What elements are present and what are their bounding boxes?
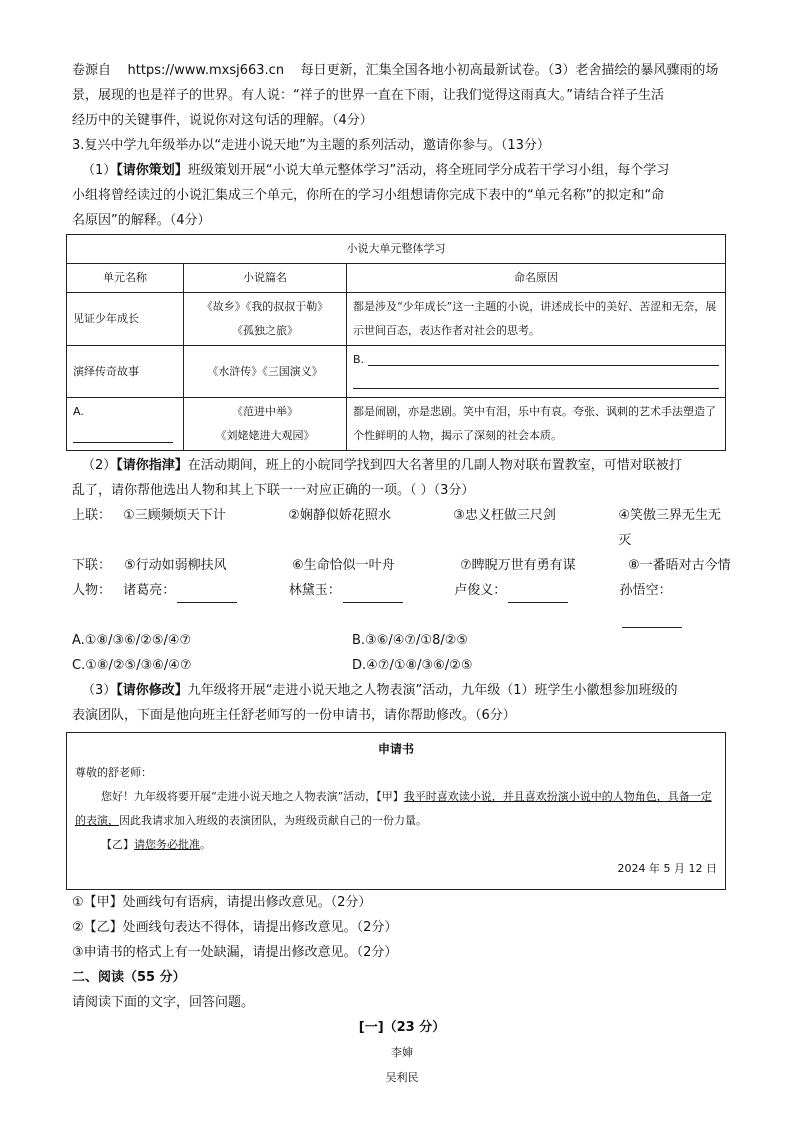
novel-titles: 《孤独之旅》 xyxy=(232,324,298,337)
underlined-sentence-jia: 我平时喜欢读小说，并且喜欢扮演小说中的人物角色，具备一定的表演， xyxy=(75,790,712,827)
part-text: 班级策划开展“小说大单元整体学习”活动，将全班同学分成若干学习小组，每个学习 xyxy=(187,163,670,178)
couplet-item: ⑤行动如弱柳扶风 xyxy=(124,558,227,573)
question-3-intro: 3.复兴中学九年级举办以“走进小说天地”为主题的系列活动，邀请你参与。（13分） xyxy=(72,138,550,153)
letter-text: 您好！九年级将要开展“走进小说天地之人物表演”活动， xyxy=(101,790,377,803)
article-author: 吴利民 xyxy=(385,1071,419,1084)
sub-question: ③申请书的格式上有一处缺漏，请提出修改意见。（2分） xyxy=(72,945,398,960)
person-name: 卢俊义： xyxy=(454,583,507,598)
table-row xyxy=(67,398,726,451)
letter-closing xyxy=(75,833,717,857)
lower-couplets-row xyxy=(72,553,732,578)
table-header-unit: 单元名称 xyxy=(67,264,184,293)
couplet-item: ②娴静似娇花照水 xyxy=(288,508,391,523)
application-letter xyxy=(66,732,726,890)
upper-couplets-row xyxy=(72,503,732,553)
task-tag: 【请你指津】 xyxy=(116,458,188,473)
person-blank[interactable] xyxy=(508,588,568,603)
underlined-sentence-yi: 请您务必批准 xyxy=(134,838,200,851)
option-c[interactable]: C.①⑧/②⑤/③⑥/④⑦ xyxy=(72,658,192,673)
q3-part2-line1 xyxy=(72,453,732,478)
exam-page xyxy=(72,58,732,1090)
answer-blank-b1[interactable] xyxy=(368,351,719,366)
unit-study-table xyxy=(66,234,726,451)
q3-part1-line2: 小组将曾经读过的小说汇集成三个单元，你所在的学习小组想请你完成下表中的“单元名称”的拟定和“命 xyxy=(72,188,665,203)
people-label: 人物： xyxy=(72,583,112,598)
source-url[interactable]: https://www.mxsj663.cn xyxy=(127,63,285,78)
table-row xyxy=(67,346,726,398)
options-row-2 xyxy=(72,653,732,678)
person-name: 孙悟空： xyxy=(619,583,672,598)
prev-question-line2: 景，展现的也是祥子的世界。有人说：“祥子的世界一直在下雨，让我们觉得这雨真大。”请结合祥子生活 xyxy=(72,88,664,103)
couplet-item: ④笑傲三界无生无灭 xyxy=(618,508,721,548)
person-blank[interactable] xyxy=(177,588,237,603)
answer-blank-a[interactable] xyxy=(73,430,173,443)
article-title: 李婶 xyxy=(391,1046,413,1059)
letter-title: 申请书 xyxy=(377,742,414,756)
couplet-item: ③忠义枉做三尺剑 xyxy=(453,508,556,523)
novels-cell xyxy=(184,398,347,451)
person-item xyxy=(454,578,619,628)
part-number: （3） xyxy=(82,683,117,698)
mark-jia: 【甲】 xyxy=(376,790,404,803)
source-label: 卷源自 xyxy=(72,63,112,78)
letter-text: 。 xyxy=(200,838,211,851)
person-name: 林黛玉： xyxy=(288,583,341,598)
couplet-item: ⑦睥睨万世有勇有谋 xyxy=(460,558,576,573)
letter-text: 因此我请求加入班级的表演团队，为班级贡献自己的一份力量。 xyxy=(119,814,427,827)
part-text: 九年级将开展“走进小说天地之人物表演”活动，九年级（1）班学生小徽想参加班级的 xyxy=(187,683,678,698)
part-number: （2） xyxy=(82,458,117,473)
person-blank[interactable] xyxy=(622,613,682,628)
q3-part2-line2: 乱了，请你帮他选出人物和其上下联一一对应正确的一项。（ ）（3分） xyxy=(72,483,475,498)
person-item xyxy=(620,578,732,628)
reason-cell: 都是闹剧，亦是悲剧。笑中有泪，乐中有哀。夸张、讽刺的艺术手法塑造了个性鲜明的人物，揭示了深刻的社会本质。 xyxy=(347,398,726,451)
novels-cell: 《水浒传》《三国演义》 xyxy=(184,346,347,398)
table-row xyxy=(67,293,726,346)
section-title: 二、阅读（55 分） xyxy=(72,970,186,985)
letter-greeting: 尊敬的舒老师： xyxy=(75,766,152,779)
q3-part3-line1 xyxy=(72,678,732,703)
table-header-reason: 命名原因 xyxy=(347,264,726,293)
answer-label-a: A. xyxy=(73,405,84,418)
reason-answer-cell xyxy=(347,346,726,398)
unit-answer-cell xyxy=(67,398,184,451)
person-name: 诸葛亮： xyxy=(123,583,176,598)
q3-part3-line2: 表演团队，下面是他向班主任舒老师写的一份申请书，请你帮助修改。（6分） xyxy=(72,708,516,723)
couplet-item: ⑧一番晤对古今情 xyxy=(628,558,731,573)
couplet-item: ⑥生命恰似一叶舟 xyxy=(292,558,395,573)
header-line xyxy=(72,58,732,83)
novels-cell xyxy=(184,293,347,346)
sub-question: ②【乙】处画线句表达不得体，请提出修改意见。（2分） xyxy=(72,920,398,935)
couplet-item: ①三顾频烦天下计 xyxy=(123,508,226,523)
prev-question-line3: 经历中的关键事件，说说你对这句话的理解。（4分） xyxy=(72,113,373,128)
letter-date: 2024 年 5 月 12 日 xyxy=(617,862,717,875)
novel-titles: 《范进中举》 xyxy=(232,405,298,418)
letter-body xyxy=(75,785,717,833)
lower-label: 下联： xyxy=(72,558,112,573)
options-row-1 xyxy=(72,628,732,653)
part-number: （1） xyxy=(82,163,117,178)
person-item xyxy=(289,578,454,628)
novel-titles: 《刘姥姥进大观园》 xyxy=(215,429,315,442)
person-blank[interactable] xyxy=(343,588,403,603)
q3-part1-line3: 名原因”的解释。（4分） xyxy=(72,213,211,228)
source-slogan: 每日更新，汇集全国各地小初高最新试卷。 xyxy=(300,63,548,78)
unit-name-cell: 见证少年成长 xyxy=(67,293,184,346)
part-heading: [一]（23 分） xyxy=(358,1020,446,1035)
novel-titles: 《故乡》《我的叔叔于勒》 xyxy=(201,300,329,313)
table-header-novels: 小说篇名 xyxy=(184,264,347,293)
part-text: 在活动期间，班上的小皖同学找到四大名著里的几副人物对联布置教室，可惜对联被打 xyxy=(187,458,682,473)
answer-blank-b2[interactable] xyxy=(353,374,719,389)
unit-name-cell: 演绎传奇故事 xyxy=(67,346,184,398)
q3-part1-line1 xyxy=(72,158,732,183)
reason-cell: 都是涉及“少年成长”这一主题的小说，讲述成长中的美好、苦涩和无奈，展示世间百态，表达作者对社会的思考。 xyxy=(347,293,726,346)
prev-question-line1: （3）老舍描绘的暴风骤雨的场 xyxy=(547,63,719,78)
section-instruction: 请阅读下面的文字，回答问题。 xyxy=(72,995,255,1010)
sub-question: ①【甲】处画线句有语病，请提出修改意见。（2分） xyxy=(72,895,372,910)
answer-label-b: B. xyxy=(353,353,365,366)
person-item xyxy=(123,578,288,628)
people-row xyxy=(72,578,732,628)
upper-label: 上联： xyxy=(72,508,112,523)
mark-yi: 【乙】 xyxy=(101,838,134,851)
option-b[interactable]: B.③⑥/④⑦/①8/②⑤ xyxy=(352,633,469,648)
option-a[interactable]: A.①⑧/③⑥/②⑤/④⑦ xyxy=(72,633,192,648)
task-tag: 【请你修改】 xyxy=(116,683,188,698)
table-title: 小说大单元整体学习 xyxy=(67,235,726,264)
task-tag: 【请你策划】 xyxy=(116,163,188,178)
option-d[interactable]: D.④⑦/①⑧/③⑥/②⑤ xyxy=(352,658,473,673)
